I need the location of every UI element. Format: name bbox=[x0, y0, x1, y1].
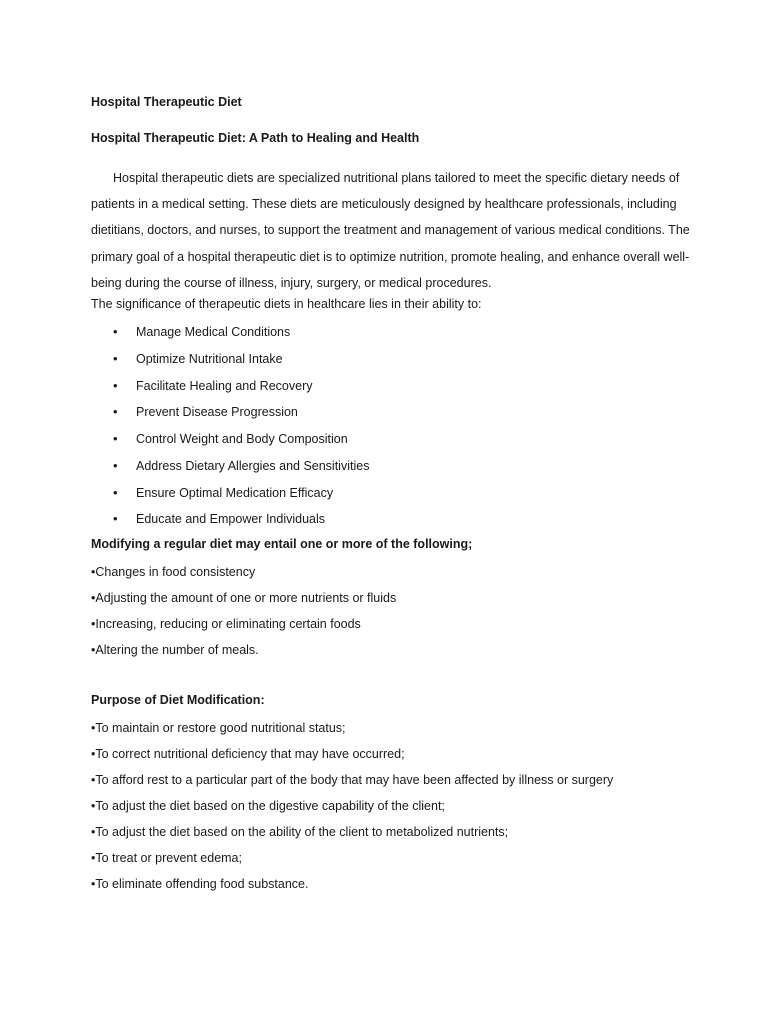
bullet-icon: • bbox=[113, 431, 118, 446]
list-item-text: Manage Medical Conditions bbox=[136, 325, 291, 339]
list-item: •To maintain or restore good nutritional status; bbox=[91, 721, 346, 735]
intro-paragraph bbox=[91, 165, 691, 296]
modifying-heading: Modifying a regular diet may entail one or more of the following; bbox=[91, 537, 473, 551]
document-title: Hospital Therapeutic Diet bbox=[91, 95, 242, 109]
list-item-text: Educate and Empower Individuals bbox=[136, 512, 326, 527]
list-item-text: Ensure Optimal Medication Efficacy bbox=[136, 485, 334, 500]
bullet-icon: • bbox=[113, 457, 118, 473]
purpose-heading: Purpose of Diet Modification: bbox=[91, 693, 265, 707]
list-item: •Adjusting the amount of one or more nutrients or fluids bbox=[91, 591, 397, 605]
list-item-text: Prevent Disease Progression bbox=[136, 405, 298, 420]
bullet-icon: • bbox=[113, 324, 118, 339]
bullet-icon: • bbox=[113, 404, 118, 420]
list-item: •To adjust the diet based on the ability of the client to metabolized nutrients; bbox=[91, 825, 509, 839]
list-item: •Altering the number of meals. bbox=[91, 643, 259, 657]
list-item: •To correct nutritional deficiency that may have occurred; bbox=[91, 747, 405, 761]
list-item: •To afford rest to a particular part of the body that may have been affected by illness or surgery bbox=[91, 773, 614, 787]
list-item-text: Optimize Nutritional Intake bbox=[136, 351, 283, 366]
list-item-text: Facilitate Healing and Recovery bbox=[136, 378, 313, 393]
bullet-icon: • bbox=[113, 350, 118, 366]
list-item: •To treat or prevent edema; bbox=[91, 851, 242, 865]
bullet-icon: • bbox=[113, 511, 118, 527]
list-item: •Changes in food consistency bbox=[91, 565, 256, 579]
document-subtitle: Hospital Therapeutic Diet: A Path to Healing and Health bbox=[91, 131, 420, 145]
list-item-text: Address Dietary Allergies and Sensitivities bbox=[136, 458, 370, 473]
list-item: •Increasing, reducing or eliminating certain foods bbox=[91, 617, 361, 631]
list-item: •To eliminate offending food substance. bbox=[91, 877, 309, 891]
purpose-list bbox=[91, 719, 613, 901]
significance-lead: The significance of therapeutic diets in healthcare lies in their ability to: bbox=[91, 297, 482, 311]
list-item-text: Control Weight and Body Composition bbox=[136, 432, 348, 446]
list-item: •To adjust the diet based on the digestive capability of the client; bbox=[91, 799, 445, 813]
bullet-icon: • bbox=[113, 484, 118, 500]
modifying-list bbox=[91, 563, 396, 667]
intro-text: Hospital therapeutic diets are specialized nutritional plans tailored to meet the specific dietary needs of patients in a medical setting. These diets are meticulously designed by healthcare professionals, including dietitians, doctors, and nurses, to support the treatment and management of various medical conditions. The primary goal of a hospital therapeutic diet is to optimize nutrition, promote healing, and enhance overall well-being during the course of illness, injury, surgery, or medical procedures. bbox=[91, 171, 690, 290]
bullet-icon: • bbox=[113, 377, 118, 393]
